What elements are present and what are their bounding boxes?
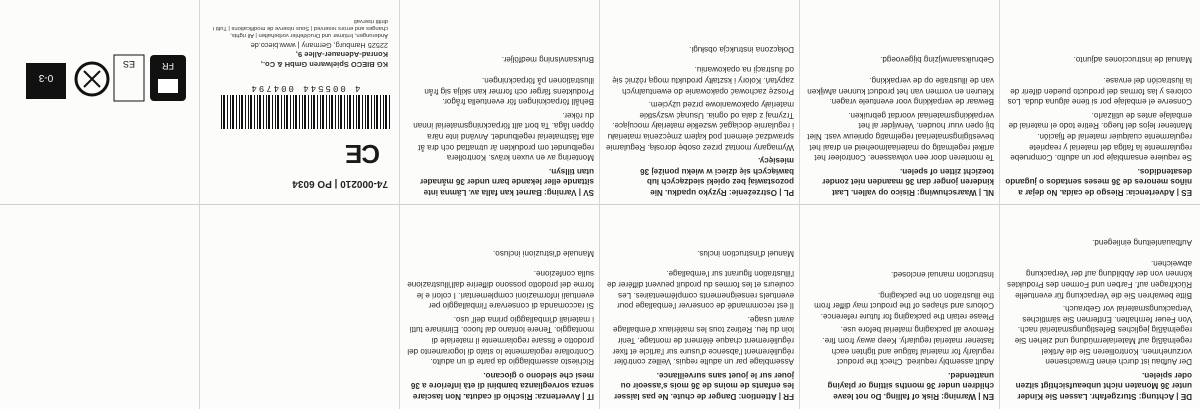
- barcode-digits: 4 005544 004794: [249, 83, 361, 93]
- manual-enclosed: Gebruiksaanwijzing bijgevoegd.: [880, 55, 994, 65]
- article-number: 74-000210 | PO 6034: [292, 178, 388, 189]
- barcode: [220, 95, 390, 129]
- warning-body: Wymagany montaż przez osobę dorosłą. Regularnie sprawdzać element pod kątem zmęczenia materiału i regularnie dociągać wszelkie materiały mocujące. Trzymaj z dala od ognia. Usunąć wszystkie materiały opakowaniowe przed użyciem.: [606, 100, 794, 152]
- warning-extra: Behåll förpackningen för eventuella frågor. Produktens färger och former kan skilja sig från illustrationen på förpackningen.: [424, 76, 594, 107]
- warning-block-pl: [606, 40, 794, 197]
- vertical-fold-line: [999, 0, 1000, 409]
- warning-extra: Proszę zachować opakowanie do ewentualnych zapytań. Kolory i kształty produktu mogą różnić się od ilustracji na opakowaniu.: [612, 65, 794, 96]
- ce-mark: CE: [345, 139, 380, 169]
- warning-block-es: [1004, 51, 1192, 197]
- warning-heading: PL | Ostrzeżenie: Ryzyko upadku. Nie pozostawiaj bez opieki siedzących lub bawiących się dzieci w wieku poniżej 36 miesięcy.: [640, 156, 794, 197]
- warning-body: Der Aufbau ist durch einen Erwachsenen vorzunehmen. Kontrollieren Sie die Artikel regelmäßig auf Materialermüdung und ziehen Sie regelmäßig jegliches Befestigungsmaterial nach. Von Feuer fernhalten. Entfernen Sie sämtliches Verpackungsmaterial vor Gebrauch.: [1014, 304, 1192, 367]
- recycling-logos: [10, 9, 190, 109]
- company-street: Konrad-Adenauer-Allee 9,: [295, 50, 388, 60]
- warning-block-it: [406, 244, 594, 401]
- vertical-fold-line: [599, 0, 600, 409]
- warning-heading: IT | Avvertenza: Rischio di caduta. Non lasciare senza sorveglianza bambini di età inferiore a 36 mesi che siedono o giocano.: [410, 370, 594, 401]
- warning-extra: Please retain the packaging for future reference. Colours and shapes of the product may differ from the illustration on the packaging.: [814, 290, 994, 321]
- warning-body: Assemblage par un adulte requis. Veillez contrôler régulièrement l'absence d'usure sur l'article et fixer régulièrement chaque élément de montage. Tenir loin du feu. Retirez tous les matériaux d'emballage avant usage.: [612, 314, 794, 367]
- age-warning-label: 0-3: [38, 72, 54, 83]
- horizontal-fold-line: [0, 204, 1200, 205]
- warning-extra: Si raccomanda di conservare l'imballaggio per eventuali informazioni complementari. I colori e le forme del prodotto possono differire dall'illustrazione sulla confezione.: [407, 269, 594, 311]
- vertical-fold-line: [199, 0, 200, 409]
- warning-extra: Conserve el embalaje por si tiene alguna duda. Los colores y las formas del producto pueden diferir de la ilustración del envase.: [1007, 76, 1192, 107]
- warning-heading: DE | Achtung: Sturzgefahr. Lassen Sie Kinder unter 36 Monaten nicht unbeaufsichtigt sitzen oder spielen.: [1015, 370, 1192, 401]
- company-fine-print: Änderungen, Irrtümer und Druckfehler vorbehalten | All rights, changes and errors reserved | Sous réserve de modifications | Tutti i diritti riservati: [212, 17, 388, 39]
- warning-block-fr: [606, 244, 794, 401]
- manual-enclosed: Dołączona instrukcja obsługi.: [689, 44, 794, 54]
- warning-extra: Bitte bewahren Sie die Verpackung für eventuelle Rückfragen auf. Farben und Formen des Produktes können von der Abbildung auf der Verpackung abweichen.: [1007, 258, 1192, 300]
- company-city: 22525 Hamburg, Germany | www.bieco.de: [250, 41, 388, 50]
- warning-body: Richiesto assemblaggio da parte di un adulto. Controllare regolarmente lo stato di logoramento del prodotto e fissare regolarmente il materiale di montaggio. Tenere lontano dal fuoco. Eliminare tutti i materiali d'imballaggio prima dell' uso.: [407, 314, 594, 367]
- warning-body: Montering av en vuxen krävs. Kontrollera regelbundet om produkten är utmattad och dra åt alla fästmaterial regelbundet. Använd inte nära öppen låga. Ta bort allt förpackningsmaterial innan du röker.: [413, 110, 594, 163]
- manual-enclosed: Manual de instrucciones adjunto.: [1073, 55, 1192, 65]
- warning-extra: Bewaar de verpakking voor eventuele vragen. Kleuren en vormen van het product kunnen afwijken van de illustratie op de verpakking.: [807, 76, 994, 107]
- manual-enclosed: Instruction manual enclosed.: [890, 270, 994, 280]
- warning-block-nl: [806, 51, 994, 197]
- manual-enclosed: Manuale d'istruzioni incluso.: [493, 248, 594, 258]
- warning-extra: Il est recommandé de conserver l'emballage pour eventuels renseignements complémentaires. Les couleurs et les formes du produit peuvent différer de l'illustration figurant sur l'emballage.: [606, 269, 794, 311]
- company-name: KG BIECO Spielwaren GmbH & Co.,: [260, 60, 388, 69]
- triman-icon: [10, 9, 190, 109]
- warning-block-sv: [406, 51, 594, 197]
- svg-text:ES: ES: [122, 59, 136, 69]
- manual-enclosed: Aufbauanleitung einliegend.: [1092, 238, 1192, 248]
- svg-text:FR: FR: [162, 61, 174, 71]
- vertical-fold-line: [799, 0, 800, 409]
- vertical-fold-line: [399, 0, 400, 409]
- warning-body: Adult assembly required. Check the product regularly for material fatigue and tighten each fastener material regularly. Keep away from fire. Remove all packaging material before use.: [822, 325, 994, 367]
- warning-heading: SV | Varning: Barnet kan falla av. Lämna inte sittande eller lekande barn under 36 månader utan tillsyn.: [419, 166, 594, 197]
- warning-body: Te monteren door een volwassene. Controleer het artikel regelmatig op materiaalmoeheid en draai het bevestigingsmateriaal regelmatig opnieuw vast. Niet bij open vuur houden. Verwijder al het verpakkingsmateriaal voordat gebruiken.: [807, 110, 994, 163]
- warning-heading: ES | Advertencia: Riesgo de caída. No dejar a niños menores de 36 meses sentados o jugando desatendidos.: [1005, 166, 1192, 197]
- warning-block-de: [1004, 234, 1192, 401]
- warning-body: Se requiere ensamblaje por un adulto. Compruebe regularmente la fatiga del material y reapriete regularmente cualquier material de fijación. Mantener lejos del fuego. Retire todo el material de embalaje antes de utilizarlo.: [1008, 110, 1192, 163]
- manual-enclosed: Manuel d'instruction inclus.: [697, 248, 794, 258]
- warning-block-en: [806, 265, 994, 401]
- warning-heading: FR | Attention: Danger de chute. Ne pas laisser les enfants de moins de 36 mois s'asseoir ou jouer sur le jouet sans surveillance.: [613, 370, 794, 401]
- warning-heading: EN | Warning: Risk of falling. Do not leave children under 36 months sitting or playing unattended.: [827, 370, 994, 401]
- manual-enclosed: Bruksanvisning medföljer.: [501, 55, 594, 65]
- company-info: [208, 16, 388, 69]
- warning-heading: NL | Waarschuwing: Risico op vallen. Laat kinderen jonger dan 36 maanden niet zonder toezicht zitten of spelen.: [822, 166, 994, 197]
